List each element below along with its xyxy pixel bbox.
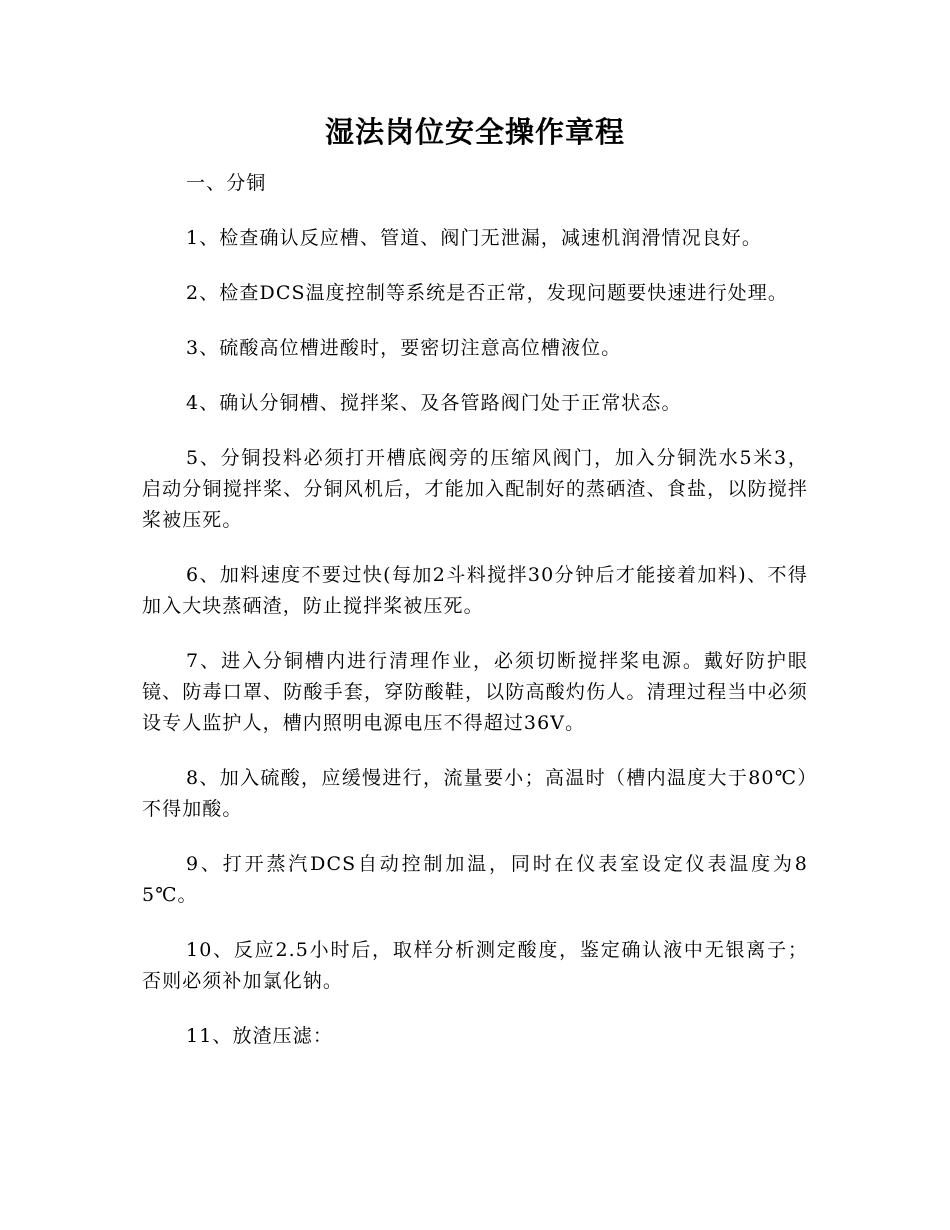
paragraph: 5、分铜投料必须打开槽底阀旁的压缩风阀门，加入分铜洗水5米3，启动分铜搅拌桨、分铜风机后，才能加入配制好的蒸硒渣、食盐，以防搅拌桨被压死。 xyxy=(142,447,808,531)
paragraph: 3、硫酸高位槽进酸时，要密切注意高位槽液位。 xyxy=(186,337,622,359)
paragraph: 7、进入分铜槽内进行清理作业，必须切断搅拌桨电源。戴好防护眼镜、防毒口罩、防酸手套，穿防酸鞋，以防高酸灼伤人。清理过程当中必须设专人监护人，槽内照明电源电压不得超过36V。 xyxy=(142,650,808,734)
paragraph: 4、确认分铜槽、搅拌桨、及各管路阀门处于正常状态。 xyxy=(186,392,682,414)
document-title: 湿法岗位安全操作章程 xyxy=(324,115,625,149)
paragraph: 8、加入硫酸，应缓慢进行，流量要小；高温时（槽内温度大于80℃）不得加酸。 xyxy=(142,767,808,820)
paragraph: 6、加料速度不要过快(每加2斗料搅拌30分钟后才能接着加料)、不得加入大块蒸硒渣，防止搅拌桨被压死。 xyxy=(142,564,808,617)
paragraph: 1、检查确认反应槽、管道、阀门无泄漏，减速机润滑情况良好。 xyxy=(186,227,762,249)
paragraph: 11、放渣压滤： xyxy=(186,1025,333,1047)
section-heading: 一、分铜 xyxy=(186,172,267,194)
paragraph: 2、检查DCS温度控制等系统是否正常，发现问题要快速进行处理。 xyxy=(186,282,788,304)
paragraph: 9、打开蒸汽DCS自动控制加温，同时在仪表室设定仪表温度为85℃。 xyxy=(142,853,808,906)
document-body xyxy=(142,168,808,1052)
paragraph: 10、反应2.5小时后，取样分析测定酸度，鉴定确认液中无银离子；否则必须补加氯化钠。 xyxy=(142,939,808,992)
